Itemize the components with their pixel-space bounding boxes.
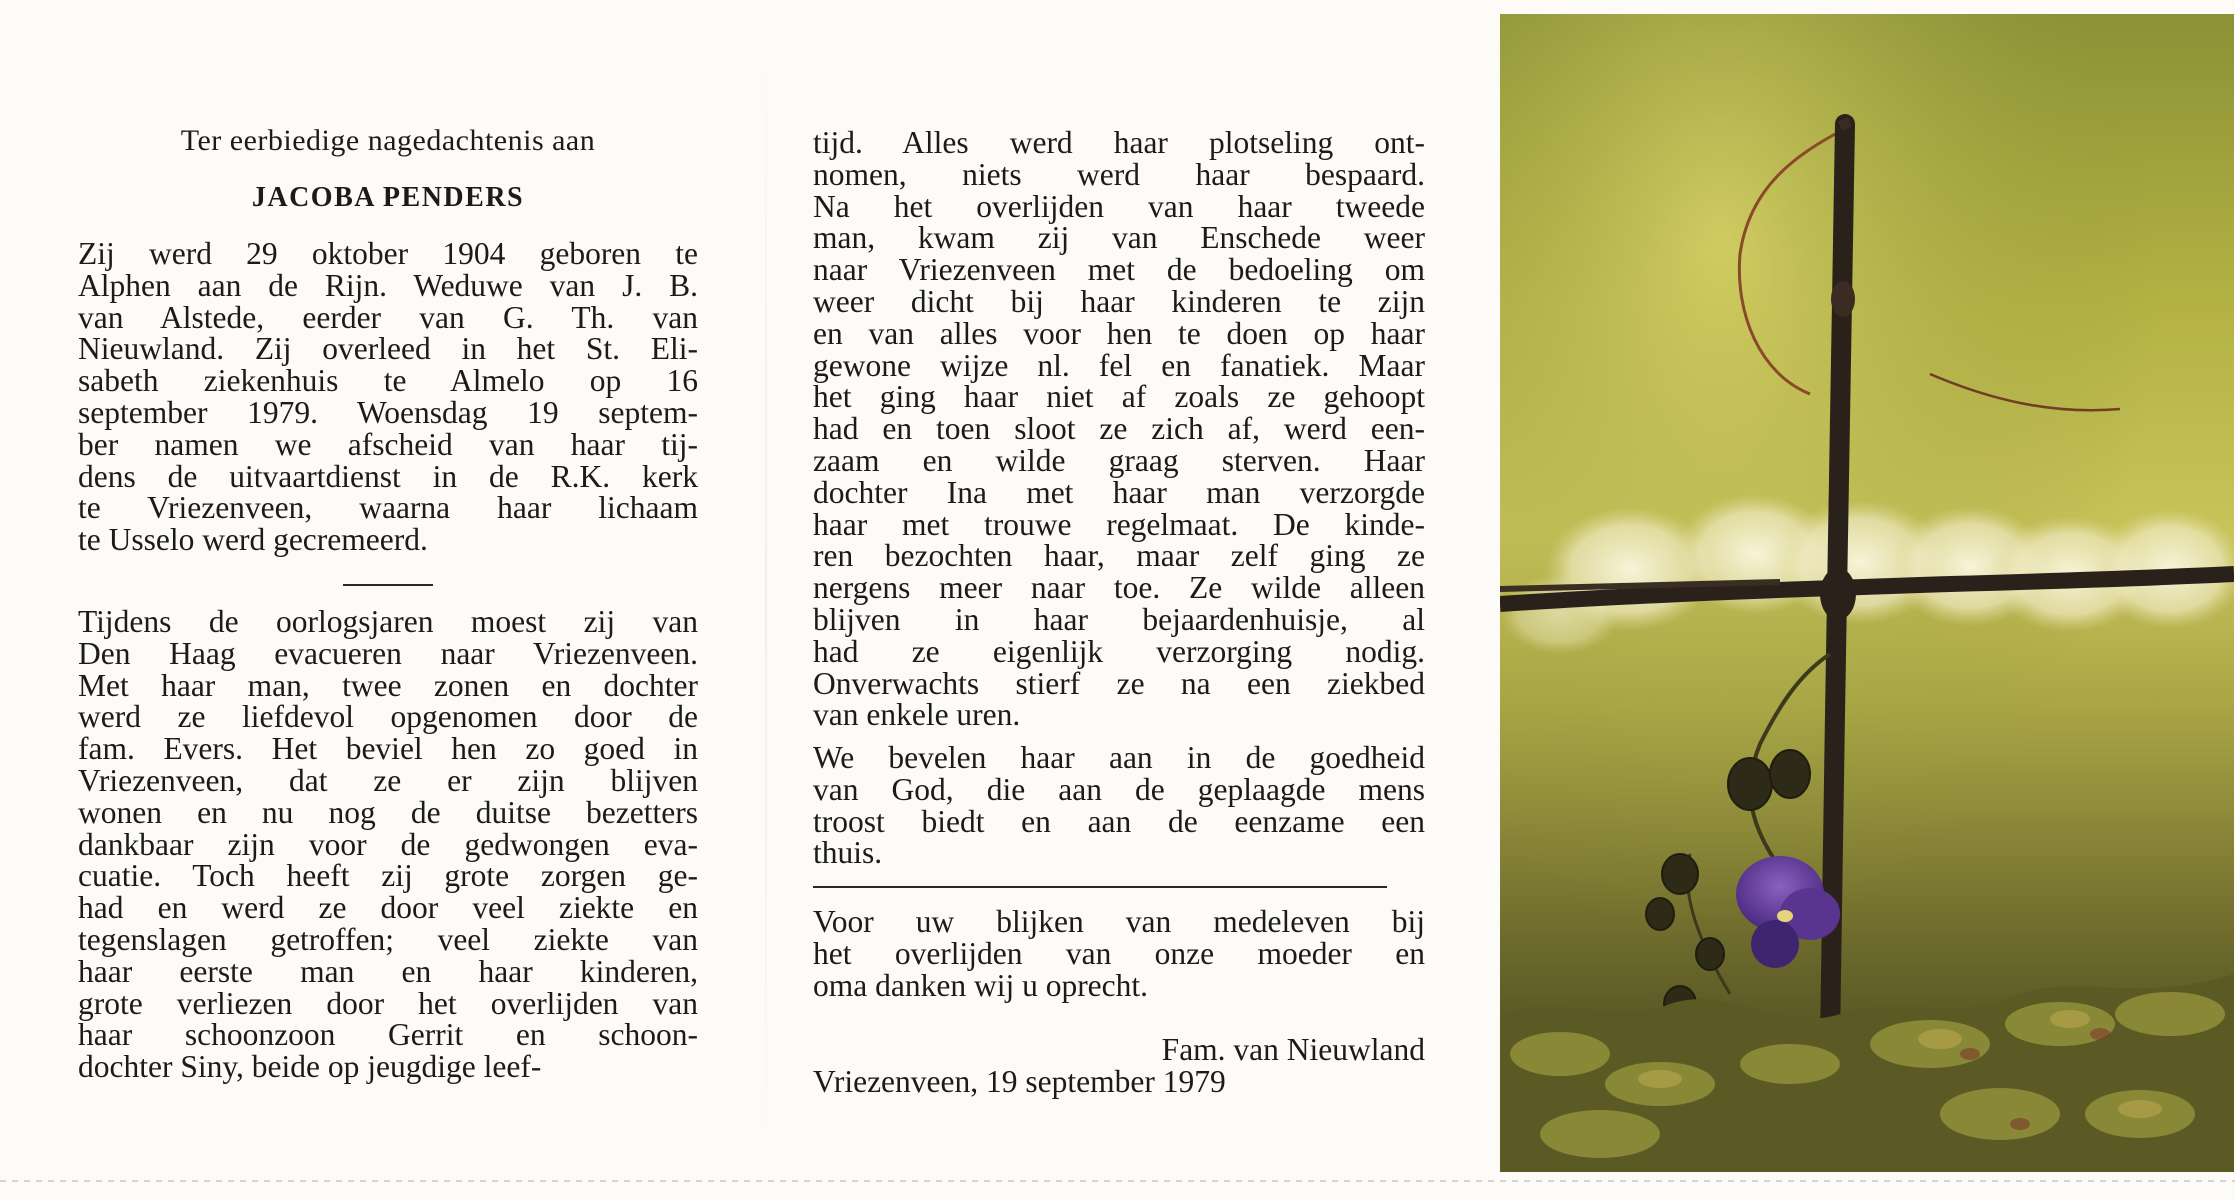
card-fold: [765, 0, 767, 1200]
text-line: tijd. Alles werd haar plotseling ont-: [813, 125, 1425, 160]
text-line: haar schoonzoon Gerrit en schoon-: [78, 1017, 698, 1053]
text-line: man, kwam zij van Enschede weer: [813, 220, 1425, 256]
card-edge: [0, 1180, 2235, 1182]
text-line: dens de uitvaartdienst in de R.K. kerk: [78, 458, 698, 494]
cross-photo-illustration: [1500, 14, 2234, 1172]
paragraph-later-life: [813, 127, 1425, 731]
text-line: Nieuwland. Zij overleed in het St. Eli-: [78, 331, 698, 367]
text-line: haar met trouwe regelmaat. De kinde-: [813, 506, 1425, 542]
text-line: van enkele uren.: [813, 697, 1021, 733]
text-line: sabeth ziekenhuis te Almelo op 16: [78, 363, 698, 399]
text-line: fam. Evers. Het beviel hen zo goed in: [78, 731, 698, 767]
paragraph-thanks: [813, 906, 1425, 1001]
text-line: Met haar man, twee zonen en dochter: [78, 667, 698, 703]
text-line: naar Vriezenveen met de bedoeling om: [813, 252, 1425, 288]
text-line: te Vriezenveen, waarna haar lichaam: [78, 490, 698, 526]
text-line: Zij werd 29 oktober 1904 geboren te: [78, 236, 698, 271]
text-line: Onverwachts stierf ze na een ziekbed: [813, 665, 1425, 701]
text-line: en van alles voor hen te doen op haar: [813, 315, 1425, 351]
text-line: blijven in haar bejaardenhuisje, al: [813, 601, 1425, 637]
text-line: haar eerste man en haar kinderen,: [78, 953, 698, 989]
text-line: van God, die aan de geplaagde mens: [813, 771, 1425, 807]
text-line: Na het overlijden van haar tweede: [813, 188, 1425, 224]
separator-rule: [813, 886, 1387, 888]
text-line: ber namen we afscheid van haar tij-: [78, 426, 698, 462]
text-line: Tijdens de oorlogsjaren moest zij van: [78, 604, 698, 639]
intro-line: Ter eerbiedige nagedachtenis aan: [180, 124, 596, 157]
text-line: oma danken wij u oprecht.: [813, 967, 1149, 1003]
text-line: dankbaar zijn voor de gedwongen eva-: [78, 826, 698, 862]
text-line: had ze eigenlijk verzorging nodig.: [813, 633, 1425, 669]
text-line: zaam en wilde graag sterven. Haar: [813, 442, 1425, 478]
text-line: nomen, niets werd haar bespaard.: [813, 156, 1425, 192]
text-line: thuis.: [813, 835, 883, 871]
text-line: Vriezenveen, dat ze er zijn blijven: [78, 762, 698, 798]
text-line: nergens meer naar toe. Ze wilde alleen: [813, 570, 1425, 606]
text-line: gewone wijze nl. fel en fanatiek. Maar: [813, 347, 1425, 383]
memorial-photo: [1500, 14, 2234, 1172]
text-line: september 1979. Woensdag 19 septem-: [78, 394, 698, 430]
text-line: wonen en nu nog de duitse bezetters: [78, 794, 698, 830]
deceased-name: JACOBA PENDERS: [251, 182, 525, 213]
text-line: dochter Siny, beide op jeugdige leef-: [78, 1049, 542, 1085]
text-line: had en werd ze door veel ziekte en: [78, 890, 698, 926]
text-line: had en toen sloot ze zich af, werd een-: [813, 411, 1425, 447]
family-signature: Fam. van Nieuwland: [1161, 1032, 1425, 1067]
text-line: troost biedt en aan de eenzame een: [813, 803, 1425, 839]
text-line: te Usselo werd gecremeerd.: [78, 522, 428, 558]
text-line: Alphen aan de Rijn. Weduwe van J. B.: [78, 267, 698, 303]
separator-rule: [343, 584, 433, 586]
text-line: het overlijden van onze moeder en: [813, 935, 1425, 971]
text-line: Den Haag evacueren naar Vriezenveen.: [78, 635, 698, 671]
text-line: tegenslagen getroffen; veel ziekte van: [78, 921, 698, 957]
text-line: Voor uw blijken van medeleven bij: [813, 904, 1425, 939]
text-line: grote verliezen door het overlijden van: [78, 985, 698, 1021]
text-line: dochter Ina met haar man verzorgde: [813, 474, 1425, 510]
text-line: werd ze liefdevol opgenomen door de: [78, 699, 698, 735]
place-date: Vriezenveen, 19 september 1979: [813, 1064, 1226, 1099]
text-line: We bevelen haar aan in de goedheid: [813, 740, 1425, 775]
text-line: weer dicht bij haar kinderen te zijn: [813, 283, 1425, 319]
paragraph-prayer: [813, 742, 1425, 869]
text-line: ren bezochten haar, maar zelf ging ze: [813, 538, 1425, 574]
text-line: cuatie. Toch heeft zij grote zorgen ge-: [78, 858, 698, 894]
paragraph-biography: [78, 238, 698, 556]
paragraph-war-years: [78, 606, 698, 1083]
text-line: van Alstede, eerder van G. Th. van: [78, 299, 698, 335]
text-line: het ging haar niet af zoals ze gehoopt: [813, 379, 1425, 415]
